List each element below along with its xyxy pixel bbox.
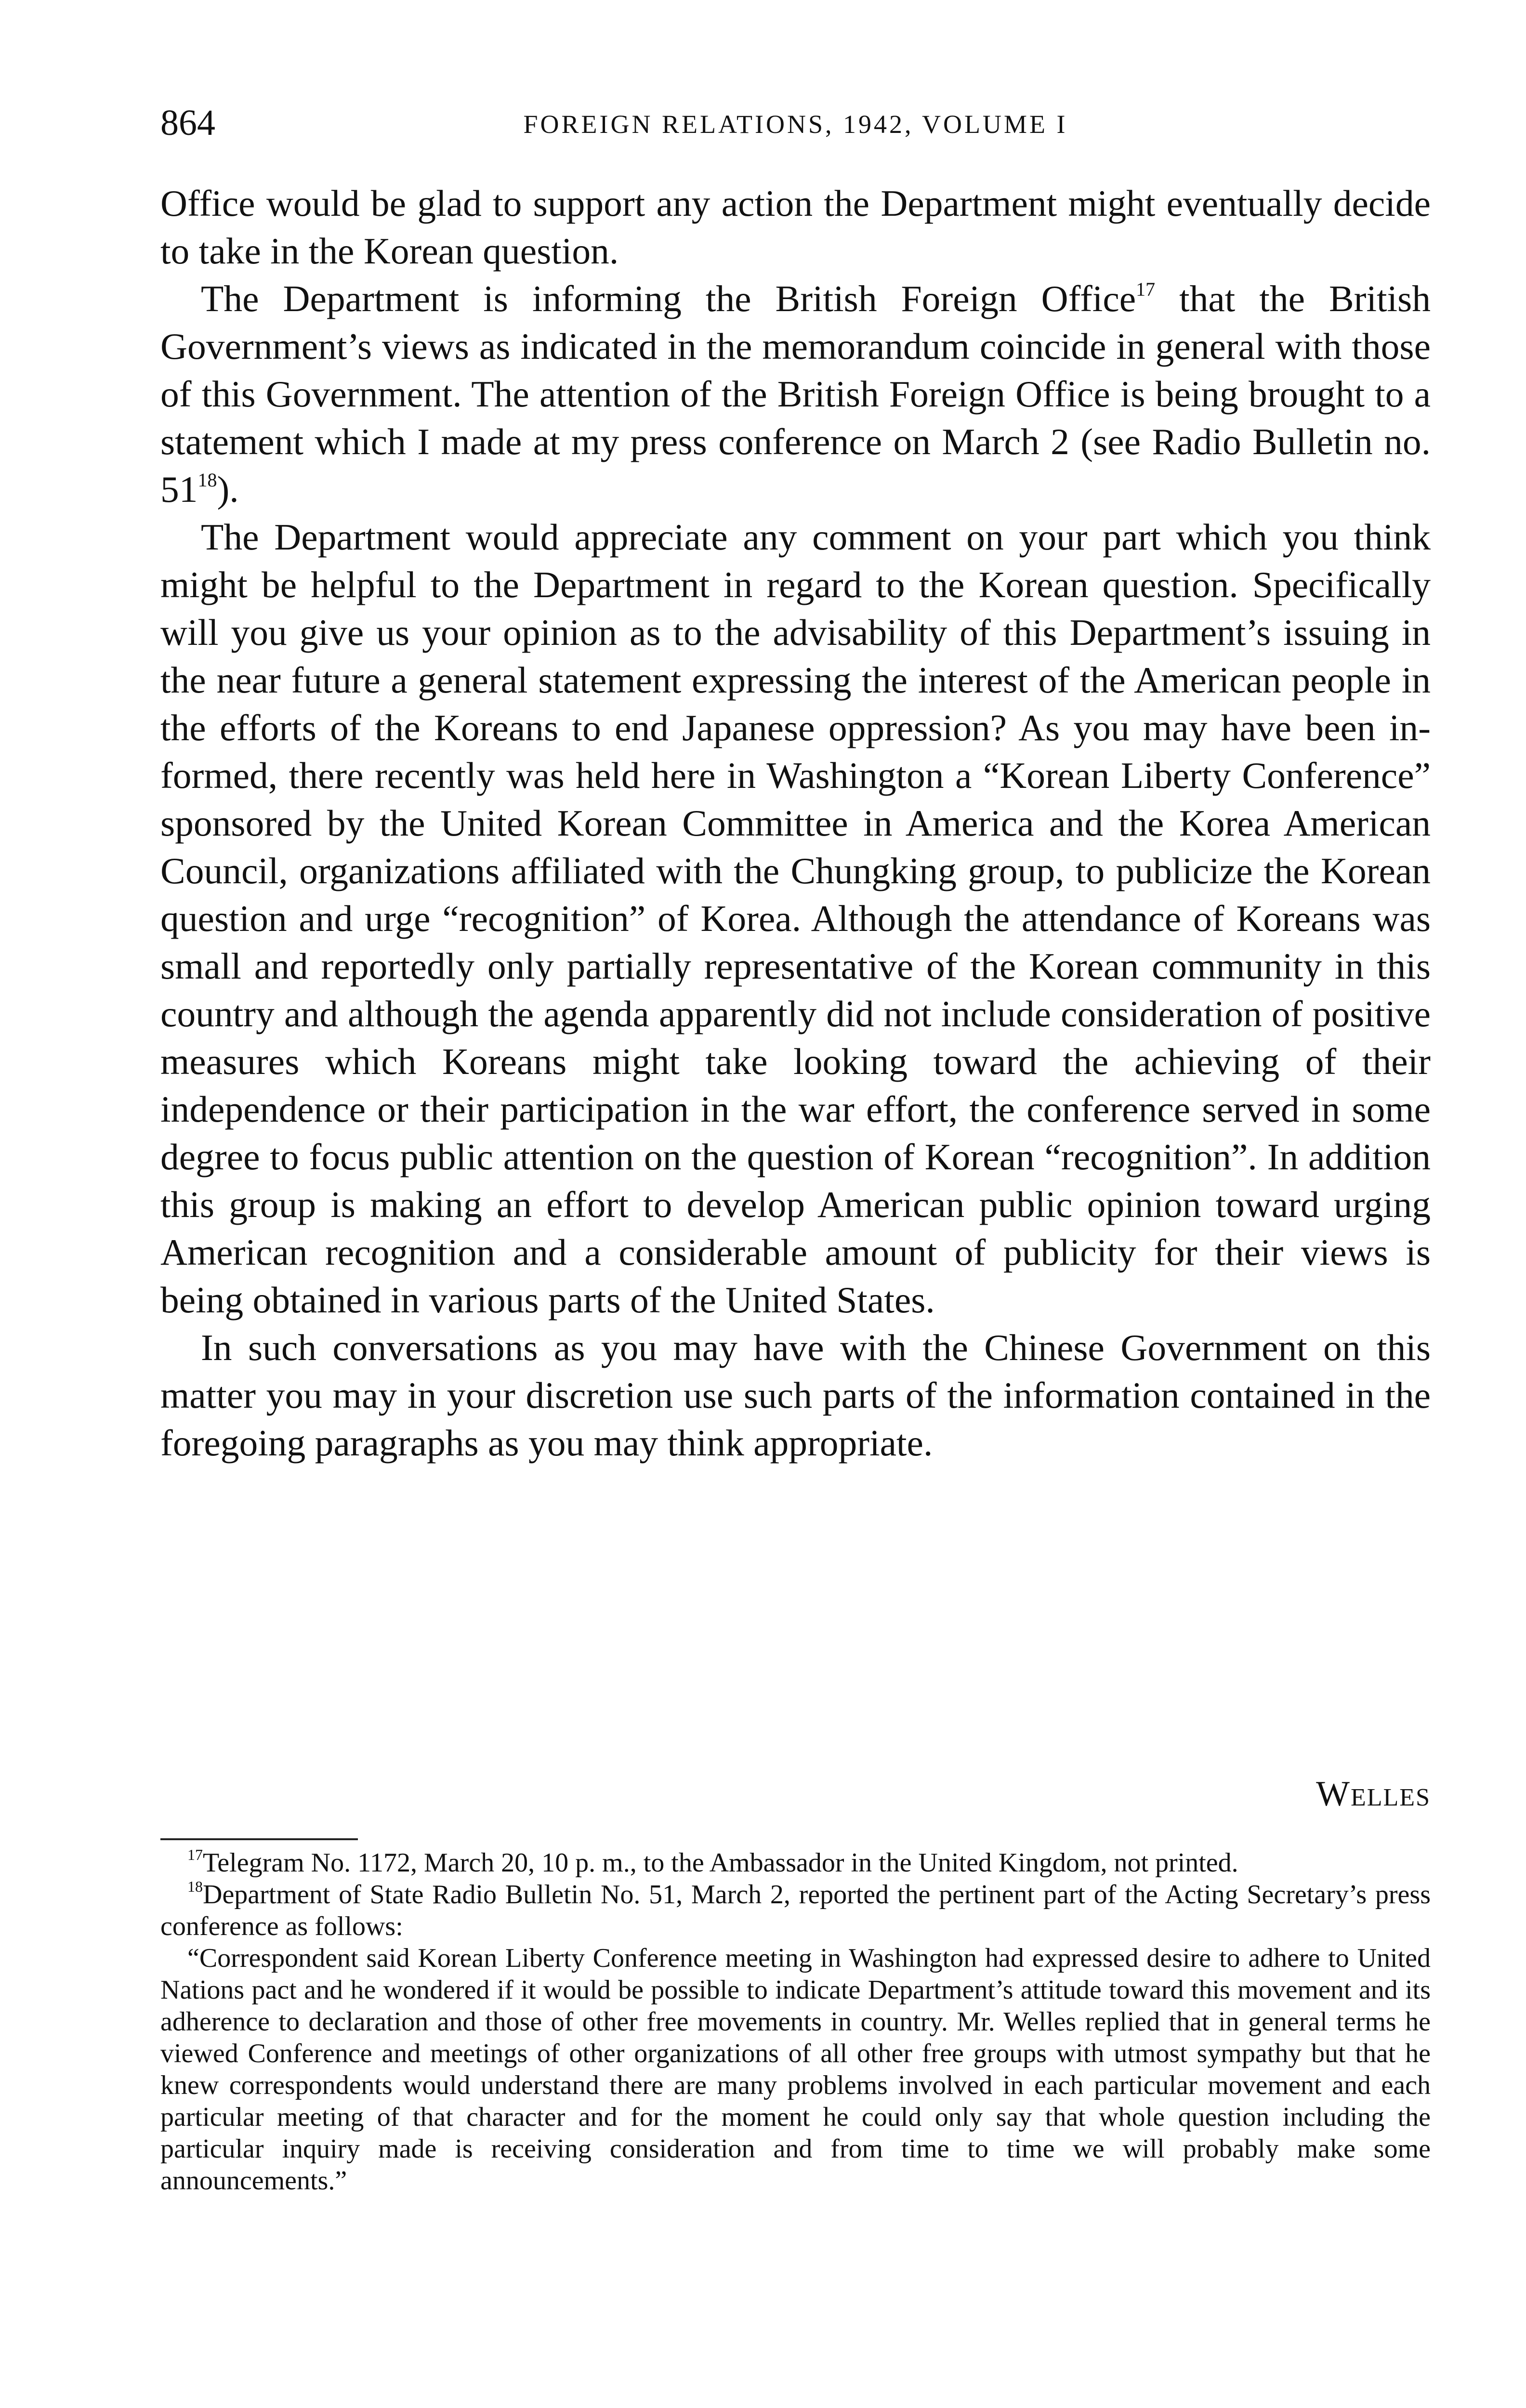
footnote [160,1847,1431,1879]
body-text [160,180,1431,1467]
footnote-mark: 17 [187,1846,203,1863]
footnote-mark: 18 [187,1878,203,1895]
page-header [160,101,1431,144]
page-number: 864 [160,103,215,143]
signature: Welles [1316,1774,1431,1814]
footnotes [160,1847,1431,2197]
paragraph-text: ). [217,469,239,510]
paragraph-text: that the British Government’s views as indicated in the memorandum coincide in general with those of this Government. The attention of the British Foreign Office is being brought to a statement which I made at my press conference on March 2 (see Radio Bulletin no. 51 [160,278,1431,510]
footnote-text: “Correspondent said Korean Liberty Conference meeting in Washington had expressed desire to adhere to United Nations pact and he wondered if it would be possible to indicate Department’s attitude toward this movement and its adherence to declaration and those of other free movements in country. Mr. Welles replied that in general terms he viewed Conference and meetings of other organizations of all other free groups with utmost sympathy but that he knew correspondents would understand there are many problems involved in each particular movement and each particular meeting of that character and for the moment he could only say that whole question including the particular inquiry made is receiving consideration and from time to time we will probably make some announcements.” [160,1943,1431,2196]
paragraph: The Department would appreciate any comment on your part which you think might be helpful to the Department in regard to the Korean question. Specifically will you give us your opinion as to the advisability of this Department’s issuing in the near future a general statement expressing the interest of the American people in the efforts of the Koreans to end Japanese oppression? As you may have been informed, there recently was held here in Washington a “Korean Liberty Conference” sponsored by the United Korean Committee in America and the Korea American Council, organizations affiliated with the Chungking group, to publicize the Korean question and urge “recognition” of Korea. Although the attendance of Koreans was small and reportedly only partially representative of the Korean community in this country and although the agenda apparently did not include consideration of positive measures which Koreans might take looking toward the achieving of their independence or their participation in the war effort, the conference served in some degree to focus public attention on the question of Korean “recognition”. In addition this group is making an effort to develop American public opinion toward urging American recognition and a considerable amount of publicity for their views is being obtained in various parts of the United States. [160,516,1431,1321]
paragraph-text: The Department is informing the British Foreign Office [201,278,1136,319]
footnote-text: Department of State Radio Bulletin No. 51, March 2, reported the pertinent part of the Acting Secretary’s press conference as follows: [160,1880,1431,1941]
footnote-reference: 17 [1136,278,1156,300]
footnote-quotation [160,1942,1431,2197]
paragraph [160,275,1431,513]
paragraph-continued: Office would be glad to support any action the Department might eventually decide to take in the Korean question. [160,183,1431,272]
footnote [160,1879,1431,1942]
paragraph: In such conversations as you may have with the Chinese Government on this matter you may in your discretion use such parts of the information contained in the foregoing paragraphs as you may think appropriate. [160,1327,1431,1464]
footnote-text: Telegram No. 1172, March 20, 10 p. m., to the Ambassador in the United Kingdom, not printed. [203,1848,1238,1878]
footnote-reference: 18 [197,469,217,491]
running-head: FOREIGN RELATIONS, 1942, VOLUME I [523,110,1068,139]
document-page [160,0,1431,2408]
footnote-divider [160,1838,358,1840]
